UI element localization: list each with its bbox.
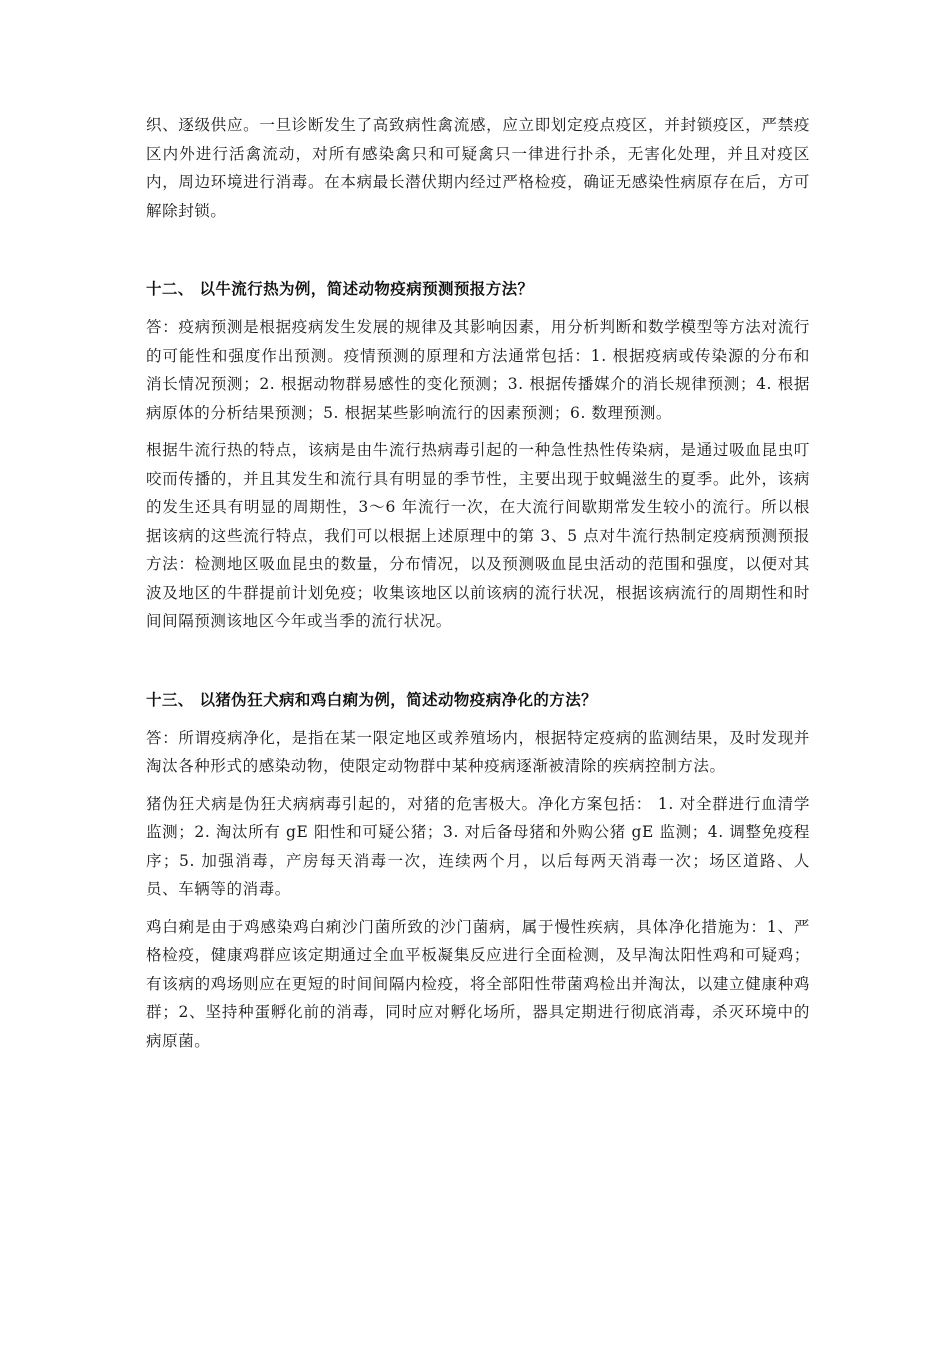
section-13-pseudorabies-paragraph: 猪伪狂犬病是伪狂犬病病毒引起的，对猪的危害极大。净化方案包括： 1. 对全群进行血清学监测；2. 淘汰所有 gE 阳性和可疑公猪；3. 对后备母猪和外购公猪 gE 监测；4. 调整免疫程序；5. 加强消毒，产房每天消毒一次，连续两个月，以后每两天消毒一次；场区道路、人员、车辆等的消毒。 [146, 794, 810, 898]
section-12-answer-paragraph: 答：疫病预测是根据疫病发生发展的规律及其影响因素，用分析判断和数学模型等方法对流行的可能性和强度作出预测。疫情预测的原理和方法通常包括：1. 根据疫病或传染源的分布和消长情况预测；2. 根据动物群易感性的变化预测；3. 根据传播媒介的消长规律预测；4. 根据病原体的分析结果预测；5. 根据某些影响流行的因素预测；6. 数理预测。 [146, 318, 810, 422]
section-12-heading: 十二、 以牛流行热为例，简述动物疫病预测预报方法？ [146, 280, 534, 298]
page-content [146, 111, 810, 1055]
section-13-answer-paragraph: 答：所谓疫病净化，是指在某一限定地区或养殖场内，根据特定疫病的监测结果，及时发现并淘汰各种形式的感染动物，使限定动物群中某种疫病逐渐被清除的疾病控制方法。 [146, 728, 810, 775]
intro-paragraph: 织、逐级供应。一旦诊断发生了高致病性禽流感，应立即划定疫点疫区，并封锁疫区，严禁疫区内外进行活禽流动，对所有感染禽只和可疑禽只一律进行扑杀，无害化处理，并且对疫区内，周边环境进行消毒。在本病最长潜伏期内经过严格检疫，确证无感染性病原存在后，方可解除封锁。 [146, 116, 810, 220]
section-13-pullorum-paragraph: 鸡白痢是由于鸡感染鸡白痢沙门菌所致的沙门菌病，属于慢性疾病，具体净化措施为：1、严格检疫，健康鸡群应该定期通过全血平板凝集反应进行全面检测，及早淘汰阳性鸡和可疑鸡；有该病的鸡场则应在更短的时间间隔内检疫，将全部阳性带菌鸡检出并淘汰，以建立健康种鸡群；2、坚持种蛋孵化前的消毒，同时应对孵化场所，器具定期进行彻底消毒，杀灭环境中的病原菌。 [146, 917, 810, 1050]
section-12-detail-paragraph: 根据牛流行热的特点，该病是由牛流行热病毒引起的一种急性热性传染病，是通过吸血昆虫叮咬而传播的，并且其发生和流行具有明显的季节性，主要出现于蚊蝇滋生的夏季。此外，该病的发生还具有明显的周期性，3～6 年流行一次，在大流行间歇期常发生较小的流行。所以根据该病的这些流行特点，我们可以根据上述原理中的第 3、5 点对牛流行热制定疫病预测预报方法：检测地区吸血昆虫的数量，分布情况，以及预测吸血昆虫活动的范围和强度，以便对其波及地区的牛群提前计划免疫；收集该地区以前该病的流行状况，根据该病流行的周期性和时间间隔预测该地区今年或当季的流行状况。 [146, 441, 810, 630]
section-13-heading: 十三、 以猪伪狂犬病和鸡白痢为例，简述动物疫病净化的方法？ [146, 690, 597, 709]
